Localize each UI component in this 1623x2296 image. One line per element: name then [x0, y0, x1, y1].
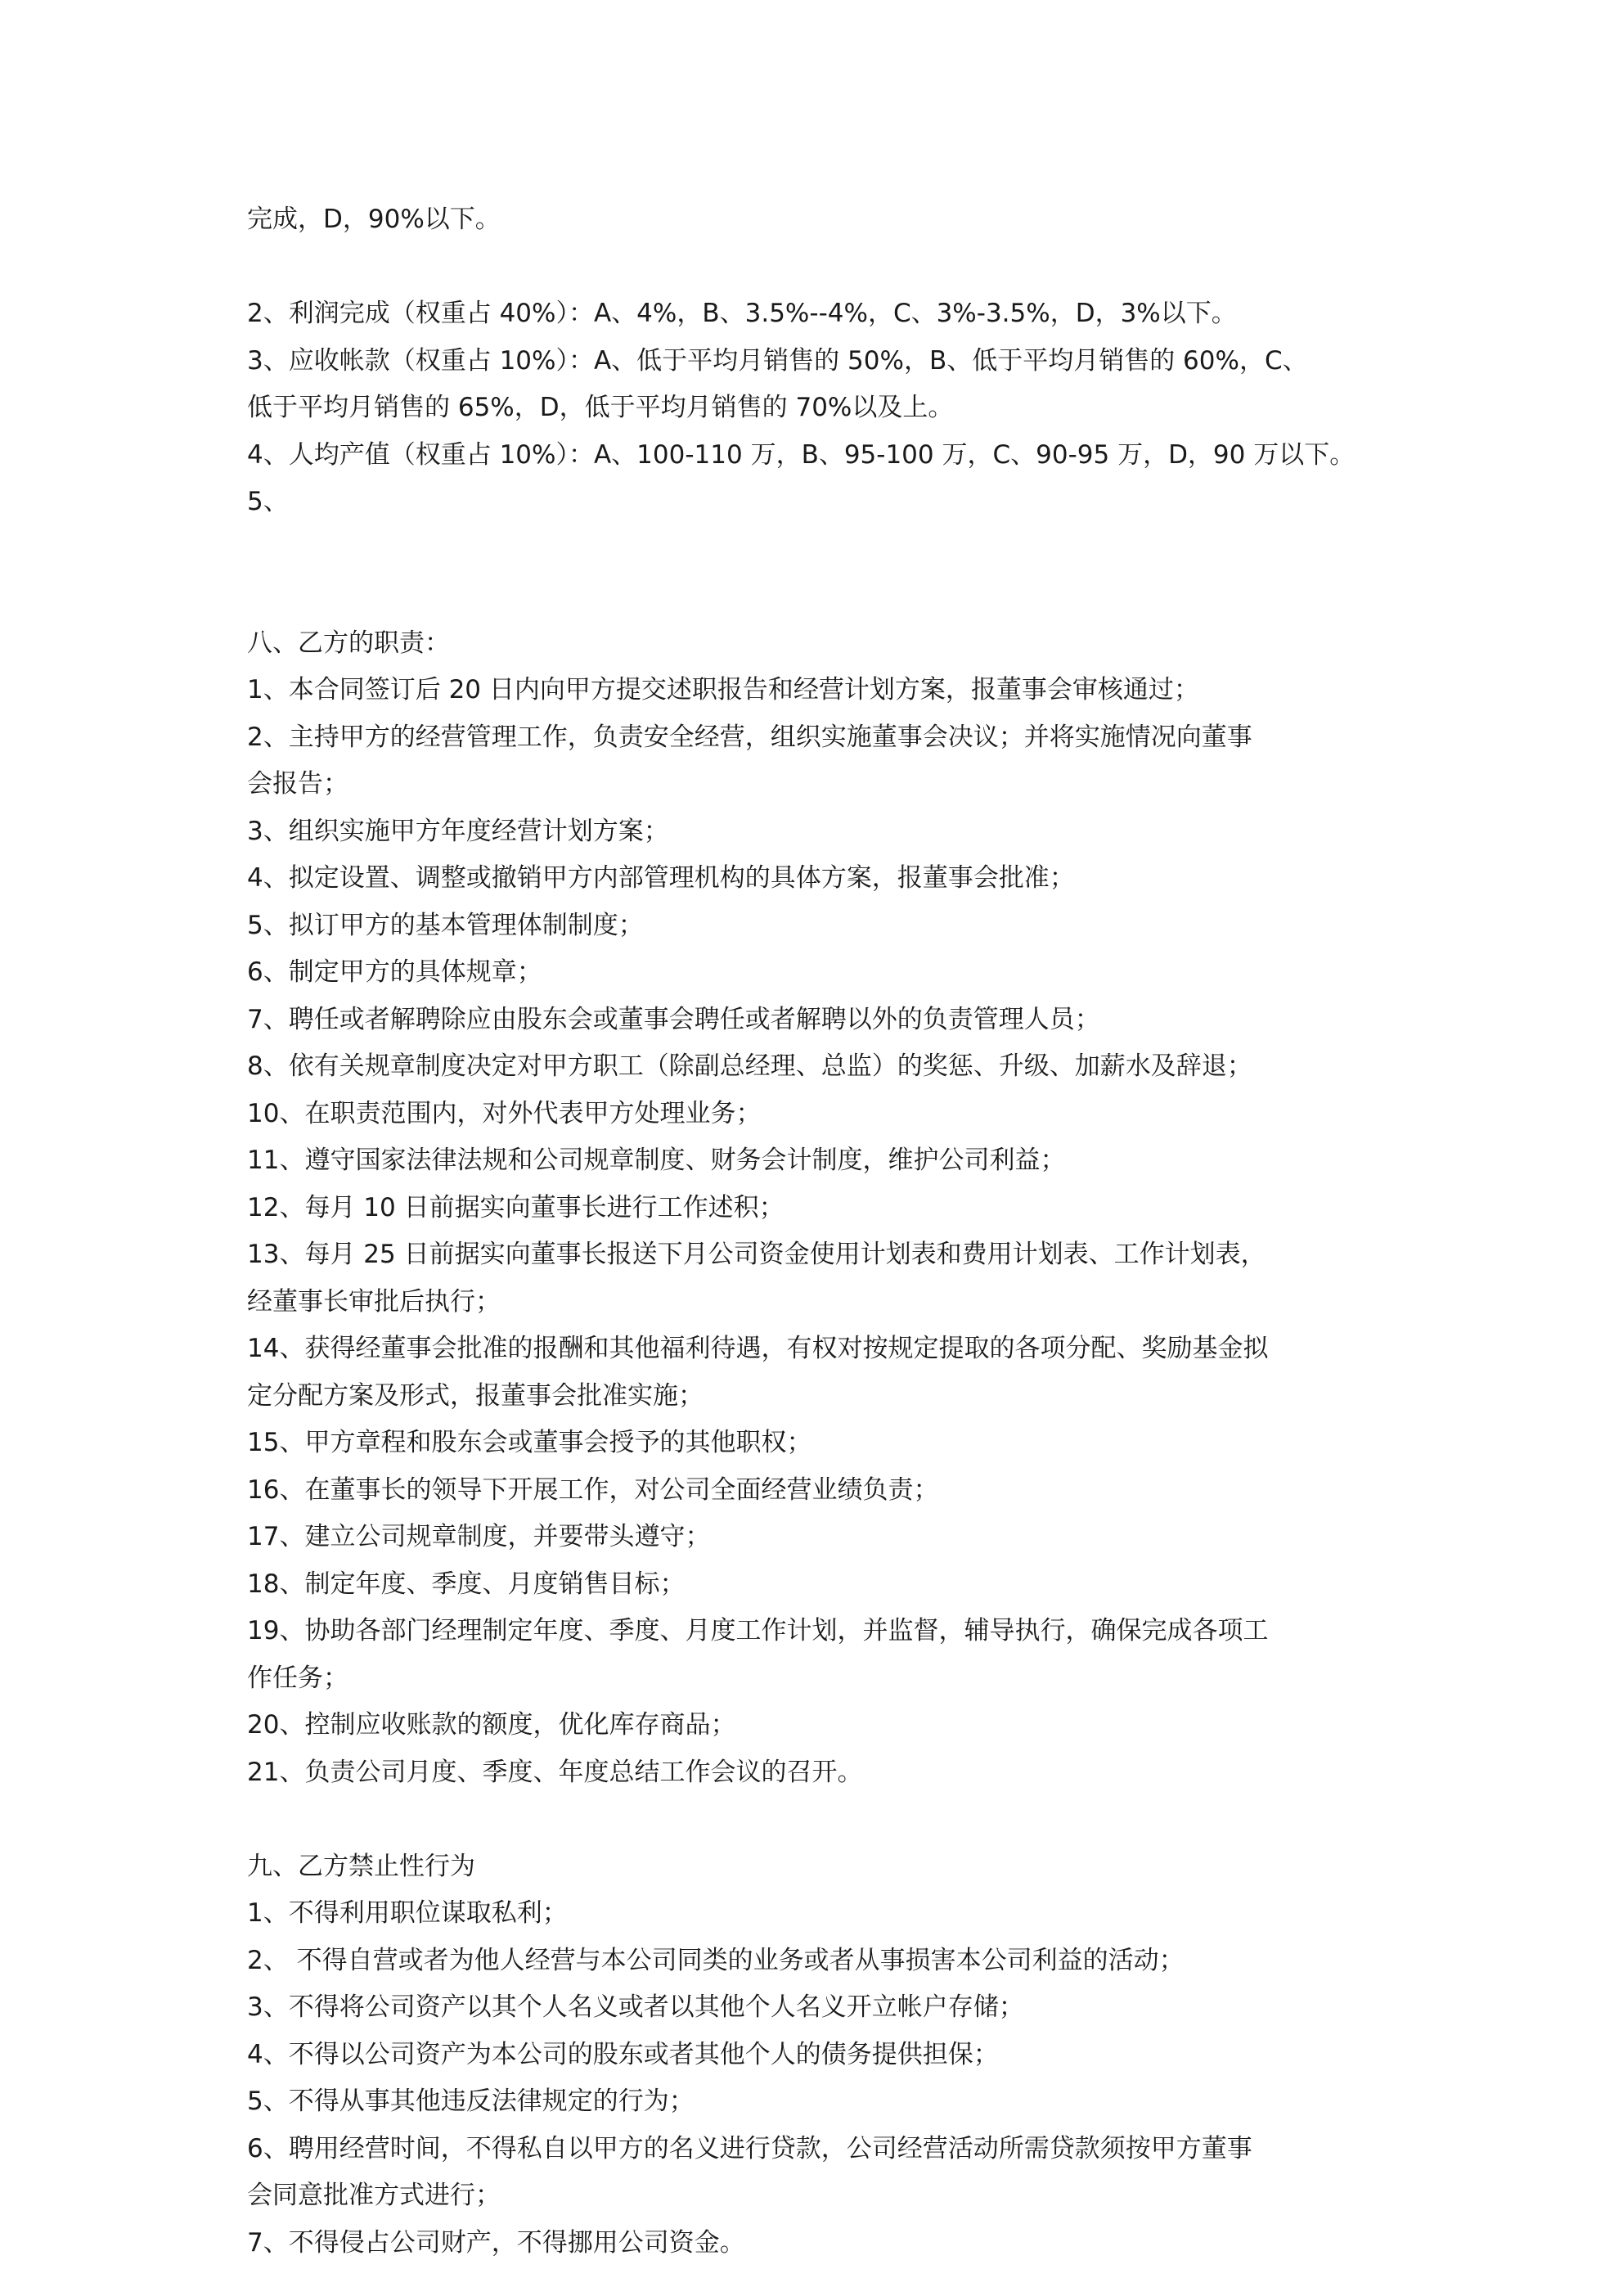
list-item: 6、聘用经营时间，不得私自以甲方的名义进行贷款，公司经营活动所需贷款须按甲方董事 [247, 2133, 1252, 2163]
list-item: 14、获得经董事会批准的报酬和其他福利待遇，有权对按规定提取的各项分配、奖励基金拟 [247, 1334, 1269, 1363]
document-body [247, 196, 1409, 2267]
section-heading: 八、乙方的职责： [247, 628, 450, 658]
list-item: 7、聘任或者解聘除应由股东会或董事会聘任或者解聘以外的负责管理人员； [247, 1004, 1100, 1034]
section-spacer [247, 526, 1409, 620]
list-item-continuation: 会同意批准方式进行； [247, 2181, 501, 2210]
text-line: 3、应收帐款（权重占 10%）：A、低于平均月销售的 50%，B、低于平均月销售的 60%，C、 [247, 345, 1308, 376]
list-item: 18、制定年度、季度、月度销售目标； [247, 1569, 686, 1599]
text-line: 2、利润完成（权重占 40%）：A、4%，B、3.5%--4%，C、3%-3.5%，D，3%以下。 [247, 299, 1237, 328]
list-item-continuation: 会报告； [247, 769, 348, 799]
section-7-continuation [247, 196, 1409, 526]
section-heading: 九、乙方禁止性行为 [247, 1851, 475, 1881]
section-spacer [247, 1796, 1409, 1844]
text-line: 完成，D，90%以下。 [247, 205, 501, 234]
section-8 [247, 620, 1409, 1797]
list-item: 15、甲方章程和股东会或董事会授予的其他职权； [247, 1428, 812, 1457]
text-line: 低于平均月销售的 65%，D，低于平均月销售的 70%以及上。 [247, 393, 954, 422]
list-item: 1、本合同签订后 20 日内向甲方提交述职报告和经营计划方案，报董事会审核通过； [247, 675, 1199, 705]
blank-line [247, 244, 1409, 291]
list-item: 7、不得侵占公司财产，不得挪用公司资金。 [247, 2227, 745, 2258]
list-item: 5、不得从事其他违反法律规定的行为； [247, 2087, 695, 2116]
list-item: 6、制定甲方的具体规章； [247, 957, 542, 987]
list-item-continuation: 定分配方案及形式，报董事会批准实施； [247, 1380, 704, 1411]
list-item: 2、主持甲方的经营管理工作，负责安全经营，组织实施董事会决议；并将实施情况向董事 [247, 722, 1252, 752]
list-item: 5、拟订甲方的基本管理体制制度； [247, 910, 644, 940]
list-item: 8、依有关规章制度决定对甲方职工（除副总经理、总监）的奖惩、升级、加薪水及辞退； [247, 1051, 1252, 1081]
list-item: 12、每月 10 日前据实向董事长进行工作述积； [247, 1192, 785, 1222]
list-item: 4、不得以公司资产为本公司的股东或者其他个人的债务提供担保； [247, 2039, 999, 2069]
list-item: 13、每月 25 日前据实向董事长报送下月公司资金使用计划表和费用计划表、工作计划表， [247, 1240, 1266, 1269]
list-item: 4、拟定设置、调整或撤销甲方内部管理机构的具体方案，报董事会批准； [247, 863, 1075, 893]
list-item: 16、在董事长的领导下开展工作，对公司全面经营业绩负责； [247, 1474, 939, 1505]
text-line: 5、 [247, 487, 289, 516]
list-item: 10、在职责范围内，对外代表甲方处理业务； [247, 1098, 762, 1128]
list-item: 19、协助各部门经理制定年度、季度、月度工作计划，并监督，辅导执行，确保完成各项工 [247, 1616, 1269, 1645]
list-item: 21、负责公司月度、季度、年度总结工作会议的召开。 [247, 1757, 863, 1787]
list-item: 1、不得利用职位谋取私利； [247, 1898, 568, 1928]
list-item: 11、遵守国家法律法规和公司规章制度、财务会计制度，维护公司利益； [247, 1146, 1066, 1175]
list-item: 2、 不得自营或者为他人经营与本公司同类的业务或者从事损害本公司利益的活动； [247, 1945, 1185, 1975]
list-item-continuation: 经董事长审批后执行； [247, 1286, 501, 1317]
list-item: 20、控制应收账款的额度，优化库存商品； [247, 1710, 736, 1740]
text-line: 4、人均产值（权重占 10%）：A、100-110 万，B、95-100 万，C、90-95 万，D，90 万以下。 [247, 439, 1355, 470]
list-item: 3、不得将公司资产以其个人名义或者以其他个人名义开立帐户存储； [247, 1992, 1024, 2022]
list-item: 17、建立公司规章制度，并要带头遵守； [247, 1522, 711, 1551]
section-9 [247, 1844, 1409, 2267]
list-item: 3、组织实施甲方年度经营计划方案； [247, 816, 669, 846]
list-item-continuation: 作任务； [247, 1663, 348, 1693]
